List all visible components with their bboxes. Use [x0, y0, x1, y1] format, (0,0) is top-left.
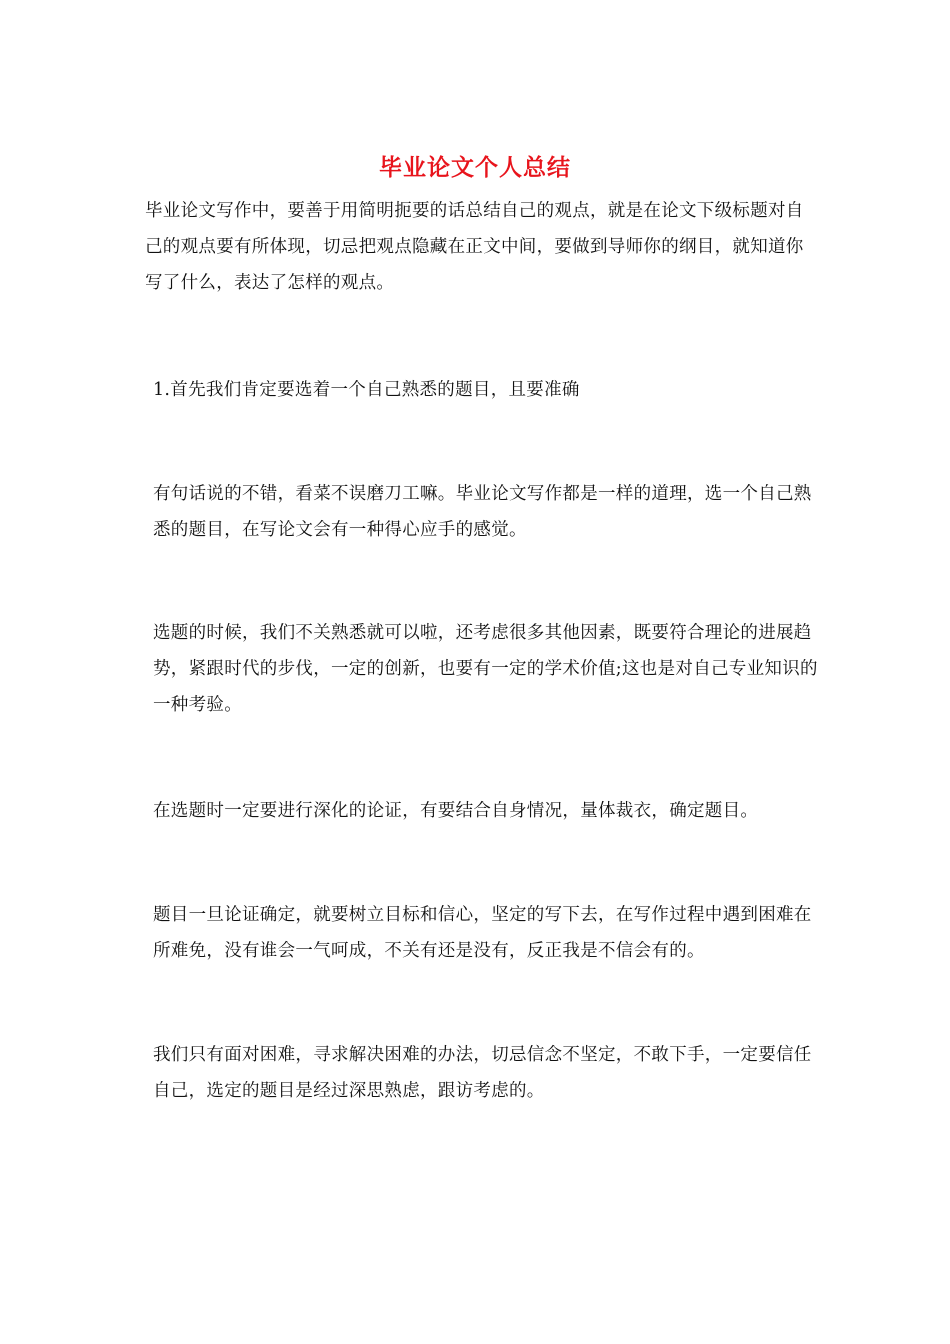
body-paragraph: 我们只有面对困难，寻求解决困难的办法，切忌信念不坚定，不敢下手，一定要信任自己，选定的题目是经过深思熟虑，跟访考虑的。 — [153, 1045, 812, 1101]
body-paragraph: 题目一旦论证确定，就要树立目标和信心，坚定的写下去，在写作过程中遇到困难在所难免，没有谁会一气呵成，不关有还是没有，反正我是不信会有的。 — [153, 905, 812, 961]
body-paragraph: 有句话说的不错，看菜不误磨刀工嘛。毕业论文写作都是一样的道理，选一个自己熟悉的题目，在写论文会有一种得心应手的感觉。 — [153, 484, 812, 540]
document-title: 毕业论文个人总结 — [379, 154, 571, 181]
body-paragraph: 在选题时一定要进行深化的论证，有要结合自身情况，量体裁衣，确定题目。 — [153, 801, 759, 821]
section-heading: 1.首先我们肯定要选着一个自己熟悉的题目，且要准确 — [153, 380, 580, 400]
body-paragraph: 选题的时候，我们不关熟悉就可以啦，还考虑很多其他因素，既要符合理论的进展趋势，紧跟时代的步伐，一定的创新，也要有一定的学术价值;这也是对自己专业知识的一种考验。 — [153, 623, 818, 715]
intro-paragraph: 毕业论文写作中，要善于用简明扼要的话总结自己的观点，就是在论文下级标题对自己的观点要有所体现，切忌把观点隐藏在正文中间，要做到导师你的纲目，就知道你写了什么，表达了怎样的观点。 — [145, 201, 804, 293]
